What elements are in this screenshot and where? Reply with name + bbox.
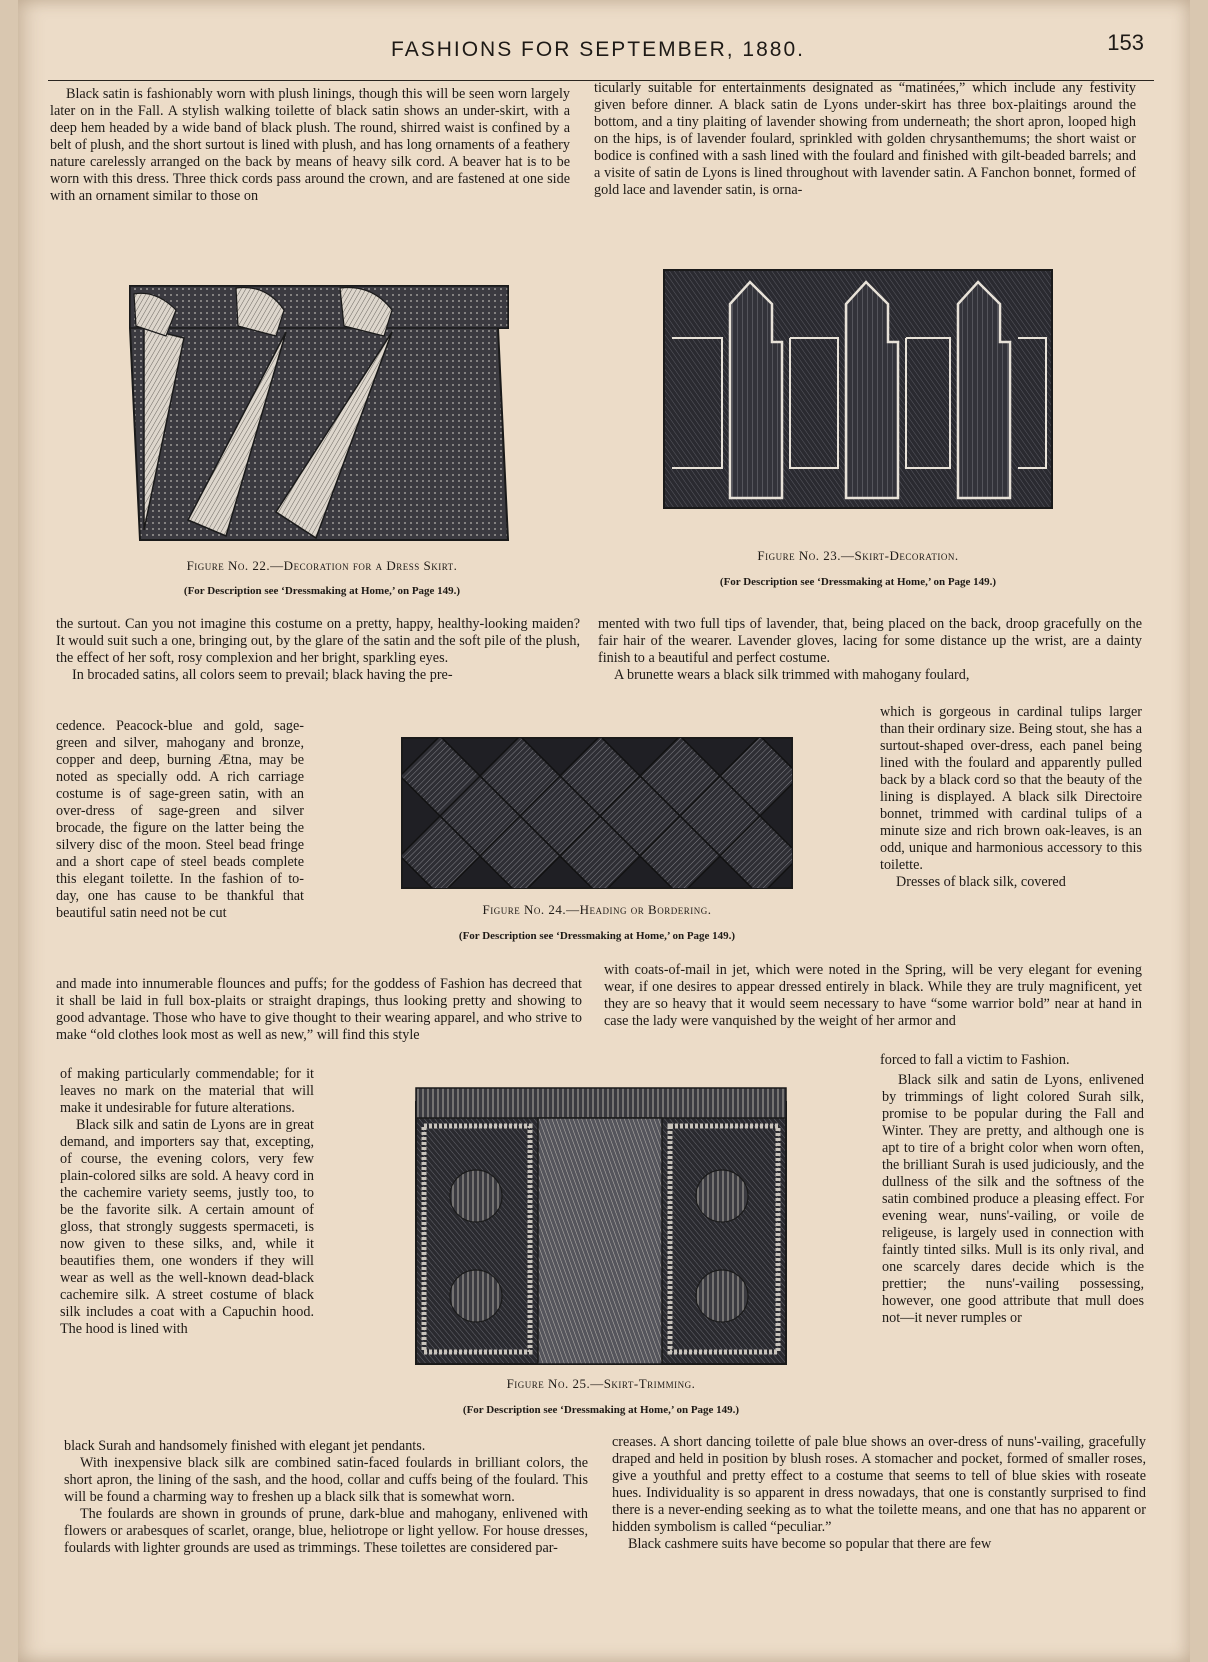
figure-23-caption: Figure No. 23.—Skirt-Decoration. (757, 548, 959, 563)
paragraph: A brunette wears a black silk trimmed with mahogany foulard, (614, 667, 970, 683)
paragraph: Dresses of black silk, covered (896, 874, 1066, 890)
paragraph: the surtout. Can you not imagine this costume on a pretty, happy, healthy-looking maiden? It would suit such a one, bringing out, by the glare of the satin and the soft pile of the plush, the effect of her soft, rosy complexion and her bright, sparkling eyes. (56, 616, 580, 666)
figure-22-illustration (126, 280, 518, 548)
paragraph: forced to fall a victim to Fashion. (880, 1052, 1070, 1068)
paragraph: With inexpensive black silk are combined satin-faced foulards in brilliant colors, the short apron, the lining of the sash, and the hood, collar and cuffs being of the foulard. This will be found a charming way to freshen up a black silk that is somewhat worn. (64, 1455, 588, 1505)
paragraph: black Surah and handsomely finished with elegant jet pendants. (64, 1438, 426, 1454)
column-bottom-left (64, 1438, 588, 1644)
page-title: FASHIONS FOR SEPTEMBER, 1880. (391, 38, 805, 61)
figure-23-reference: (For Description see ‘Dressmaking at Home,’ on Page 149.) (719, 576, 997, 588)
figure-23-illustration (662, 268, 1054, 510)
column-dresses-wide (604, 962, 1142, 1048)
figure-25-reference: (For Description see ‘Dressmaking at Home,’ on Page 149.) (462, 1404, 740, 1416)
figure-22-caption: Figure No. 22.—Decoration for a Dress Skirt. (186, 558, 458, 573)
paragraph: In brocaded satins, all colors seem to prevail; black having the pre- (72, 667, 453, 683)
figure-22-reference: (For Description see ‘Dressmaking at Home,’ on Page 149.) (183, 585, 461, 597)
paragraph: ticularly suitable for entertainments designated as “matinées,” which include any festivity given before dinner. A black satin de Lyons under-skirt has three box-plaitings around the bottom, and a tiny plaiting of lavender showing from underneath; the short apron, looped high on the hips, is of lavender foulard, sprinkled with golden chrysanthemums; the short waist or bodice is confined with a sash lined with the foulard and finished with gilt-beaded barrels; and a visite of satin de Lyons is lined throughout with lavender satin. A Fanchon bonnet, formed of gold lace and lavender satin, is orna- (594, 80, 1136, 198)
paragraph: mented with two full tips of lavender, that, being placed on the back, droop gracefully on the fair hair of the wearer. Lavender gloves, lacing for some distance up the wrist, are a dainty finish to a beautiful and perfect costume. (598, 616, 1142, 666)
column-surah (882, 1072, 1144, 1436)
column-top-left (50, 86, 570, 258)
paragraph: which is gorgeous in cardinal tulips larger than their ordinary size. Being stout, she has a surtout-shaped over-dress, each panel being lined with the foulard and apparently pulled back by a black cord so that the beauty of the lining is displayed. A black silk Directoire bonnet, trimmed with cardinal tulips of a minute size and rich brown oak-leaves, is an odd, unique and harmonious accessory to this toilette. (880, 704, 1142, 873)
figure-24-reference: (For Description see ‘Dressmaking at Home,’ on Page 149.) (458, 930, 736, 942)
paragraph: Black silk and satin de Lyons are in great demand, and importers say that, excepting, of course, the evening colors, very few plain-colored silks are sold. A heavy cord in the cachemire variety seems, justly too, to be the favorite silk. A certain amount of gloss, that strongly suggests spermaceti, is now given to these silks, and, while it beautifies them, one wonders if they will wear as well as the well-known dead-black cachemire silk. A street costume of black silk includes a coat with a Capuchin hood. The hood is lined with (60, 1117, 314, 1337)
magazine-page (18, 0, 1190, 1662)
paragraph: cedence. Peacock-blue and gold, sage-green and silver, mahogany and bronze, copper and deep, burning Ætna, may be noted as specially odd. A rich carriage costume is of sage-green satin, with an over-dress of sage-green and silver brocade, the figure on the latter being the silvery disc of the moon. Steel bead fringe and a short cape of steel beads complete this elegant toilette. In the fashion of to-day, one has cause to be thankful that beautiful satin need not be cut (56, 718, 304, 921)
column-brocade-narrow (56, 718, 304, 980)
paragraph: The foulards are shown in grounds of prune, dark-blue and mahogany, enlivened with flowers or arabesques of scarlet, orange, blue, heliotrope or light yellow. For house dresses, foulards with lighter grounds are used as trimmings. These toilettes are considered par- (64, 1506, 588, 1556)
paragraph: creases. A short dancing toilette of pale blue shows an over-dress of nuns'-vailing, gracefully draped and held in position by blush roses. A stomacher and pocket, formed of smaller roses, give a youthful and pretty effect to a costume that seems to tell of blue skies with roseate hues. Individuality is so apparent in dress nowadays, that one is constantly surprised to find there is a never-ending seeking as to what the toilette means, and one that has no apparent or hidden symbolism is called “peculiar.” (612, 1434, 1146, 1535)
column-top-right (594, 80, 1136, 252)
paragraph: with coats-of-mail in jet, which were noted in the Spring, will be very elegant for evening wear, if one desires to appear dressed entirely in black. While they are truly magnificent, yet they are so heavy that it would seem necessary to have “some warrior bold” near at hand in case the lady were vanquished by the weight of her armor and (604, 962, 1142, 1029)
column-brunette-narrow (880, 704, 1142, 948)
column-black-silk (60, 1066, 314, 1446)
page-header (48, 30, 1148, 70)
figure-24-illustration (400, 736, 794, 890)
column-dresses-end (880, 1052, 1142, 1070)
paragraph: of making particularly commendable; for it leaves no mark on the material that will make it undesirable for future alterations. (60, 1066, 314, 1116)
figure-25-illustration (412, 1086, 790, 1366)
figure-24-caption: Figure No. 24.—Heading or Bordering. (482, 902, 712, 917)
column-bottom-right (612, 1434, 1146, 1640)
paragraph: Black cashmere suits have become so popular that there are few (628, 1536, 992, 1552)
column-mid-left (56, 616, 580, 700)
paragraph: and made into innumerable flounces and puffs; for the goddess of Fashion has decreed that it shall be laid in full box-plaits or straight drapings, thus looking pretty and showing to good advantage. Those who have to give thought to their wearing apparel, and who strive to make “old clothes look most as well as new,” will find this style (56, 976, 582, 1043)
figure-25-caption: Figure No. 25.—Skirt-Trimming. (506, 1376, 696, 1391)
column-brocade-wide (56, 976, 582, 1062)
paragraph: Black satin is fashionably worn with plush linings, though this will be seen worn largely later on in the Fall. A stylish walking toilette of black satin shows an under-skirt, with a deep hem headed by a wide band of black plush. The round, shirred waist is confined by a belt of plush, and the short surtout is lined with plush, and has long ornaments of a feathery nature carelessly arranged on the back by means of heavy silk cord. A beaver hat is to be worn with this dress. Three thick cords pass around the crown, and are fastened at one side with an ornament similar to those on (50, 86, 570, 204)
column-mid-right (598, 616, 1142, 704)
paragraph: Black silk and satin de Lyons, enlivened by trimmings of light colored Surah silk, promise to be popular during the Fall and Winter. They are pretty, and although one is apt to tire of a bright color when worn often, the brilliant Surah is used judiciously, and the dullness of the silk and the softness of the satin combined produce a pleasing effect. For evening wear, nuns'-vailing, or voile de religeuse, is largely used in connection with faintly tinted silks. Mull is its only rival, and one scarcely dares decide which is the prettier; the nuns'-vailing possessing, however, one good attribute that mull does not—it never rumples or (882, 1072, 1144, 1326)
page-number: 153 (1107, 30, 1144, 55)
